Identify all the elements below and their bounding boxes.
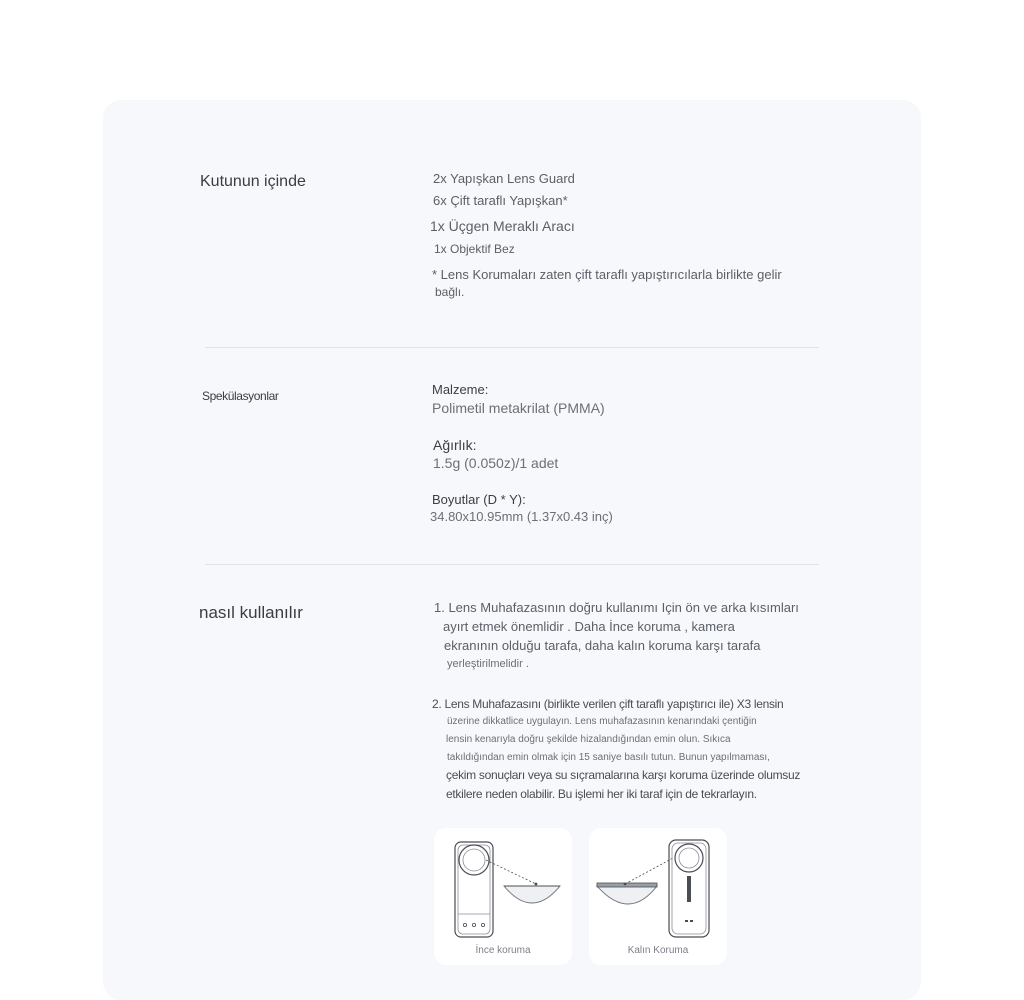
box-note: * Lens Korumaları zaten çift taraflı yapıştırıcılarla birlikte gelir bbox=[432, 267, 782, 282]
box-item: 1x Objektif Bez bbox=[434, 242, 515, 256]
spec-material-label: Malzeme: bbox=[432, 382, 489, 397]
specs-list bbox=[431, 382, 831, 524]
howto-step-2 bbox=[431, 697, 851, 801]
thick-guard-caption: Kalın Koruma bbox=[627, 945, 689, 956]
spec-material-value: Polimetil metakrilat (PMMA) bbox=[432, 400, 605, 416]
section-title-in-the-box: Kutunun içinde bbox=[200, 173, 306, 190]
step-1-line: ekranının olduğu tarafa, daha kalın koruma karşı tarafa bbox=[444, 638, 761, 653]
thick-guard-figure bbox=[589, 828, 727, 965]
step-2-line: 2. Lens Muhafazasını (birlikte verilen çift taraflı yapıştırıcı ile) X3 lensin bbox=[432, 697, 784, 711]
box-item: 1x Üçgen Meraklı Aracı bbox=[430, 218, 575, 234]
section-divider bbox=[205, 347, 819, 348]
box-item: 2x Yapışkan Lens Guard bbox=[433, 171, 575, 186]
section-title-specs: Spekülasyonlar bbox=[202, 389, 279, 403]
thin-guard-figure bbox=[434, 828, 572, 965]
spec-size-value: 34.80x10.95mm (1.37x0.43 inç) bbox=[430, 509, 613, 524]
step-1-line: ayırt etmek önemlidir . Daha İnce koruma , kamera bbox=[443, 619, 735, 634]
step-1-line: yerleştirilmelidir . bbox=[447, 658, 529, 670]
box-items-list bbox=[431, 171, 831, 299]
section-divider bbox=[205, 564, 819, 565]
step-2-line: takıldığından emin olmak için 15 saniye basılı tutun. Bunun yapılmaması, bbox=[447, 752, 770, 763]
step-2-line: etkilere neden olabilir. Bu işlemi her iki taraf için de tekrarlayın. bbox=[446, 787, 757, 801]
product-details-card bbox=[103, 100, 921, 1000]
step-1-line: 1. Lens Muhafazasının doğru kullanımı Için ön ve arka kısımları bbox=[434, 600, 799, 615]
step-2-line: üzerine dikkatlice uygulayın. Lens muhafazasının kenarındaki çentiğin bbox=[447, 716, 757, 727]
box-item: 6x Çift taraflı Yapışkan* bbox=[433, 193, 568, 208]
howto-step-1 bbox=[431, 600, 851, 670]
spec-size-label: Boyutlar (D * Y): bbox=[432, 492, 526, 507]
box-note: bağlı. bbox=[435, 285, 465, 299]
spec-weight-value: 1.5g (0.050z)/1 adet bbox=[433, 455, 559, 471]
section-title-how-to-use: nasıl kullanılır bbox=[199, 603, 303, 622]
spec-weight-label: Ağırlık: bbox=[433, 437, 477, 453]
step-2-line: çekim sonuçları veya su sıçramalarına karşı koruma üzerinde olumsuz bbox=[446, 768, 801, 782]
thin-guard-caption: İnce koruma bbox=[475, 945, 531, 956]
step-2-line: lensin kenarıyla doğru şekilde hizalandığından emin olun. Sıkıca bbox=[446, 734, 731, 745]
